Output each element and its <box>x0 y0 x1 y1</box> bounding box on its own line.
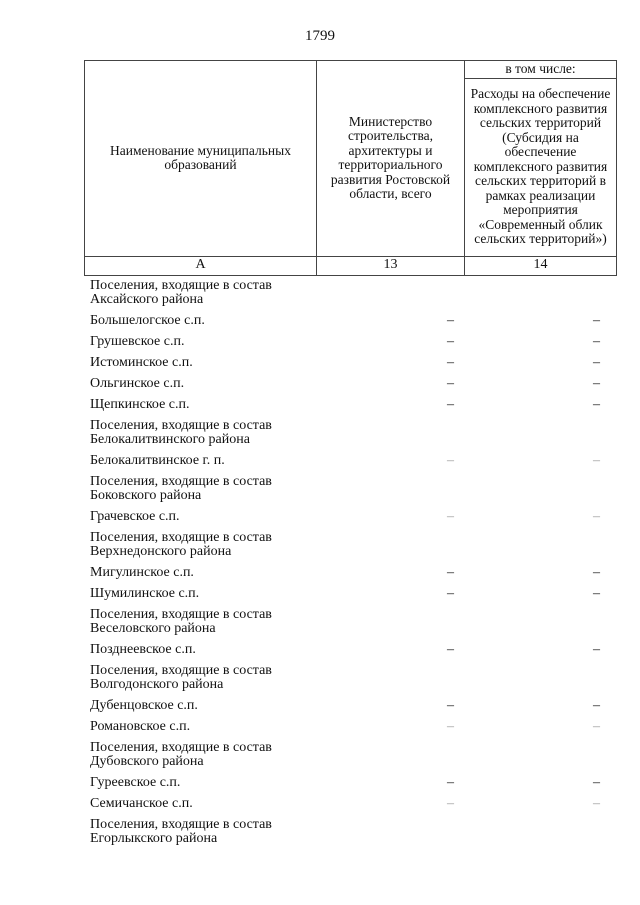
table-group-row <box>90 419 606 447</box>
row-value-13: – <box>447 397 454 412</box>
row-value-13: – <box>447 642 454 657</box>
row-name: Мигулинское с.п. <box>90 565 194 580</box>
table-row <box>90 377 606 391</box>
header-num-13: 13 <box>317 256 465 275</box>
header-including: в том числе: <box>465 61 617 79</box>
table-group-row <box>90 531 606 559</box>
row-value-13: – <box>447 775 454 790</box>
table-row <box>90 566 606 580</box>
row-value-14: – <box>593 565 600 580</box>
row-value-13: – <box>447 313 454 328</box>
row-name: Поселения, входящие в состав Верхнедонского района <box>90 530 272 559</box>
row-name: Поселения, входящие в состав Егорлыкского района <box>90 817 272 846</box>
table-row <box>90 398 606 412</box>
row-name: Белокалитвинское г. п. <box>90 453 225 468</box>
table-group-row <box>90 664 606 692</box>
row-name: Поселения, входящие в состав Боковского района <box>90 474 272 503</box>
row-name: Щепкинское с.п. <box>90 397 190 412</box>
header-col-13: Министерство строительства, архитектуры и территориального развития Ростовской области, всего <box>317 61 465 257</box>
header-col-14: Расходы на обеспечение комплексного развития сельских территорий (Субсидия на обеспечение комплексного развития сельских территорий в рамках реализации мероприятия «Современный облик сельских территорий») <box>465 78 617 256</box>
table-row <box>90 356 606 370</box>
row-name: Поселения, входящие в состав Дубовского района <box>90 740 272 769</box>
row-value-13: – <box>447 698 454 713</box>
table-group-row <box>90 279 606 307</box>
row-name: Дубенцовское с.п. <box>90 698 198 713</box>
row-value-14: – <box>593 334 600 349</box>
row-value-14: – <box>593 313 600 328</box>
header-num-14: 14 <box>465 256 617 275</box>
table-row <box>90 643 606 657</box>
row-name: Романовское с.п. <box>90 719 191 734</box>
row-name: Истоминское с.п. <box>90 355 193 370</box>
row-value-14: – <box>593 397 600 412</box>
table-row <box>90 797 606 811</box>
row-value-14: – <box>593 509 600 524</box>
row-name: Грушевское с.п. <box>90 334 185 349</box>
row-value-13: – <box>447 355 454 370</box>
row-value-14: – <box>593 719 600 734</box>
row-name: Гуреевское с.п. <box>90 775 181 790</box>
table-group-row <box>90 818 606 846</box>
table-row <box>90 454 606 468</box>
table-row <box>90 587 606 601</box>
page-number: 1799 <box>305 28 335 44</box>
row-value-13: – <box>447 565 454 580</box>
row-name: Ольгинское с.п. <box>90 376 185 391</box>
row-name: Большелогское с.п. <box>90 313 205 328</box>
row-name: Поселения, входящие в состав Аксайского района <box>90 278 272 307</box>
row-value-14: – <box>593 796 600 811</box>
row-value-14: – <box>593 453 600 468</box>
table-body <box>90 279 606 853</box>
table-group-row <box>90 608 606 636</box>
row-name: Грачевское с.п. <box>90 509 180 524</box>
table-row <box>90 314 606 328</box>
row-value-13: – <box>447 376 454 391</box>
row-value-13: – <box>447 453 454 468</box>
row-value-14: – <box>593 376 600 391</box>
row-value-13: – <box>447 586 454 601</box>
row-name: Поселения, входящие в состав Волгодонского района <box>90 663 272 692</box>
table-row <box>90 699 606 713</box>
header-letter-a: А <box>85 256 317 275</box>
row-value-14: – <box>593 642 600 657</box>
table-header <box>84 60 617 276</box>
table-row <box>90 776 606 790</box>
row-value-14: – <box>593 355 600 370</box>
row-value-13: – <box>447 334 454 349</box>
table-group-row <box>90 741 606 769</box>
table-row <box>90 335 606 349</box>
table-group-row <box>90 475 606 503</box>
row-value-14: – <box>593 698 600 713</box>
row-name: Поселения, входящие в состав Веселовского района <box>90 607 272 636</box>
table-row <box>90 720 606 734</box>
row-name: Позднеевское с.п. <box>90 642 196 657</box>
row-value-14: – <box>593 775 600 790</box>
row-value-14: – <box>593 586 600 601</box>
row-name: Поселения, входящие в состав Белокалитвинского района <box>90 418 272 447</box>
row-value-13: – <box>447 719 454 734</box>
row-value-13: – <box>447 796 454 811</box>
table-row <box>90 510 606 524</box>
header-col-name: Наименование муниципальных образований <box>85 61 317 257</box>
row-name: Шумилинское с.п. <box>90 586 200 601</box>
row-name: Семичанское с.п. <box>90 796 193 811</box>
row-value-13: – <box>447 509 454 524</box>
